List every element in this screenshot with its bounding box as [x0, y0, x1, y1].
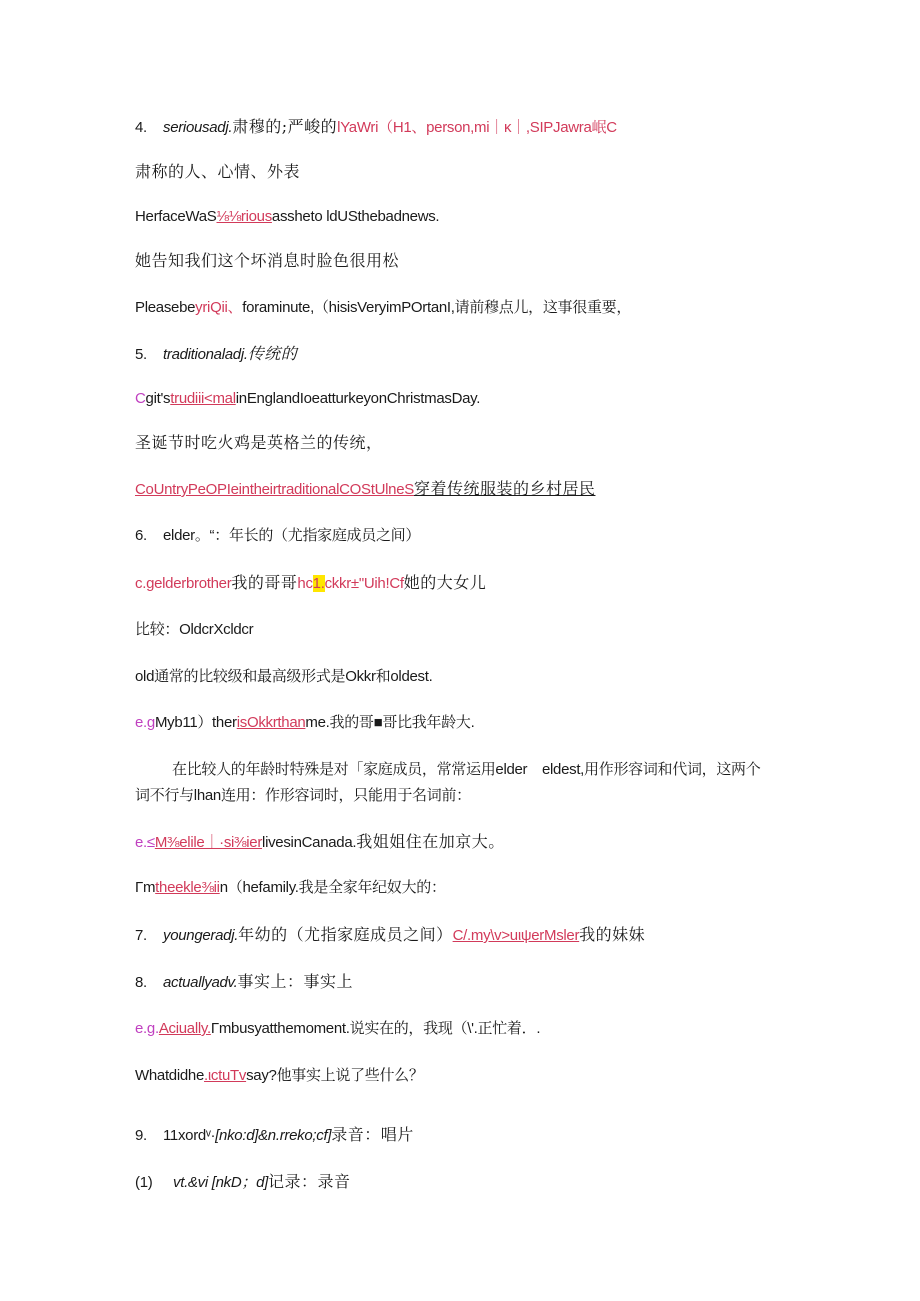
usage-paragraph: 在比较人的年龄时特殊是对「家庭成员，常常运用elder eldest,用作形容词和代词，这两个词不行与lhan连用：作形容词时，只能用于名词前：	[135, 761, 761, 804]
comparison-example: e.gMyb11）therisOkkrthanme.我的哥■哥比我年龄大.	[135, 714, 475, 731]
comparison-old: old通常的比较级和最高级形式是Okkr和oldest.	[135, 668, 433, 685]
traditional-example-2: CoUntryPeOPIeintheirtraditionalCOStUlneS穿着传统服装的乡村居民	[135, 479, 596, 498]
elder-examples: c.gelderbrother我的哥哥hc1.ckkr±"Uih!Cf她的大女儿	[135, 573, 487, 592]
entry-elder: 6. elder。“：年长的（尤指家庭成员之间）	[135, 527, 421, 544]
entry-traditional: 5. traditionaladj.传统的	[135, 344, 298, 363]
comparison-heading: 比较：OldcrXcldcr	[135, 621, 254, 638]
traditional-example-1-translation: 圣诞节时吃火鸡是英格兰的传统，	[135, 433, 383, 452]
entry-actually: 8. actuallyadv.事实上：事实上	[135, 972, 354, 991]
eldest-example: Γmtheekle⅜iin（hefamily.我是全家年纪奴大的：	[135, 879, 446, 896]
serious-example-1-translation: 她告知我们这个坏消息时脸色很用松	[135, 251, 400, 270]
elder-example-2: e.≤M⅜elile｜·si⅜ierlivesinCanada.我姐姐住在加京大。	[135, 832, 505, 851]
record-verb: (1) vt.&vi [nkD；d]记录：录音	[135, 1172, 351, 1191]
serious-meaning: 肃称的人、心情、外表	[135, 162, 301, 181]
serious-example-1: HerfaceWaS⅛⅛riousassheto ldUSthebadnews.	[135, 208, 440, 225]
serious-example-2: PleasebeyriQii、foraminute,（hisisVeryimPOrtanI,请前穆点儿，这事很重要，	[135, 299, 632, 316]
actually-example-2: Whatdidhe.ιctuTvsay?他事实上说了些什么？	[135, 1067, 424, 1084]
traditional-example-1: Cgit'strudiii<malinEnglandIoeatturkeyonChristmasDay.	[135, 390, 481, 407]
entry-younger: 7. youngeradj.年幼的（尤指家庭成员之间）C/.my\v>uιψerMsler我的妹妹	[135, 925, 646, 944]
actually-example-1: e.g.Aciually.Γmbusyatthemoment.说实在的，我现（\'.正忙着．.	[135, 1020, 541, 1037]
entry-record: 9. 11xordᵛ·[nko:d]&n.rreko;cf]录音：唱片	[135, 1125, 414, 1144]
entry-serious: 4. seriousadj.肃穆的;严峻的lYaWri（H1、person,mi｜κ｜,SIPJawra岷C	[135, 117, 617, 136]
